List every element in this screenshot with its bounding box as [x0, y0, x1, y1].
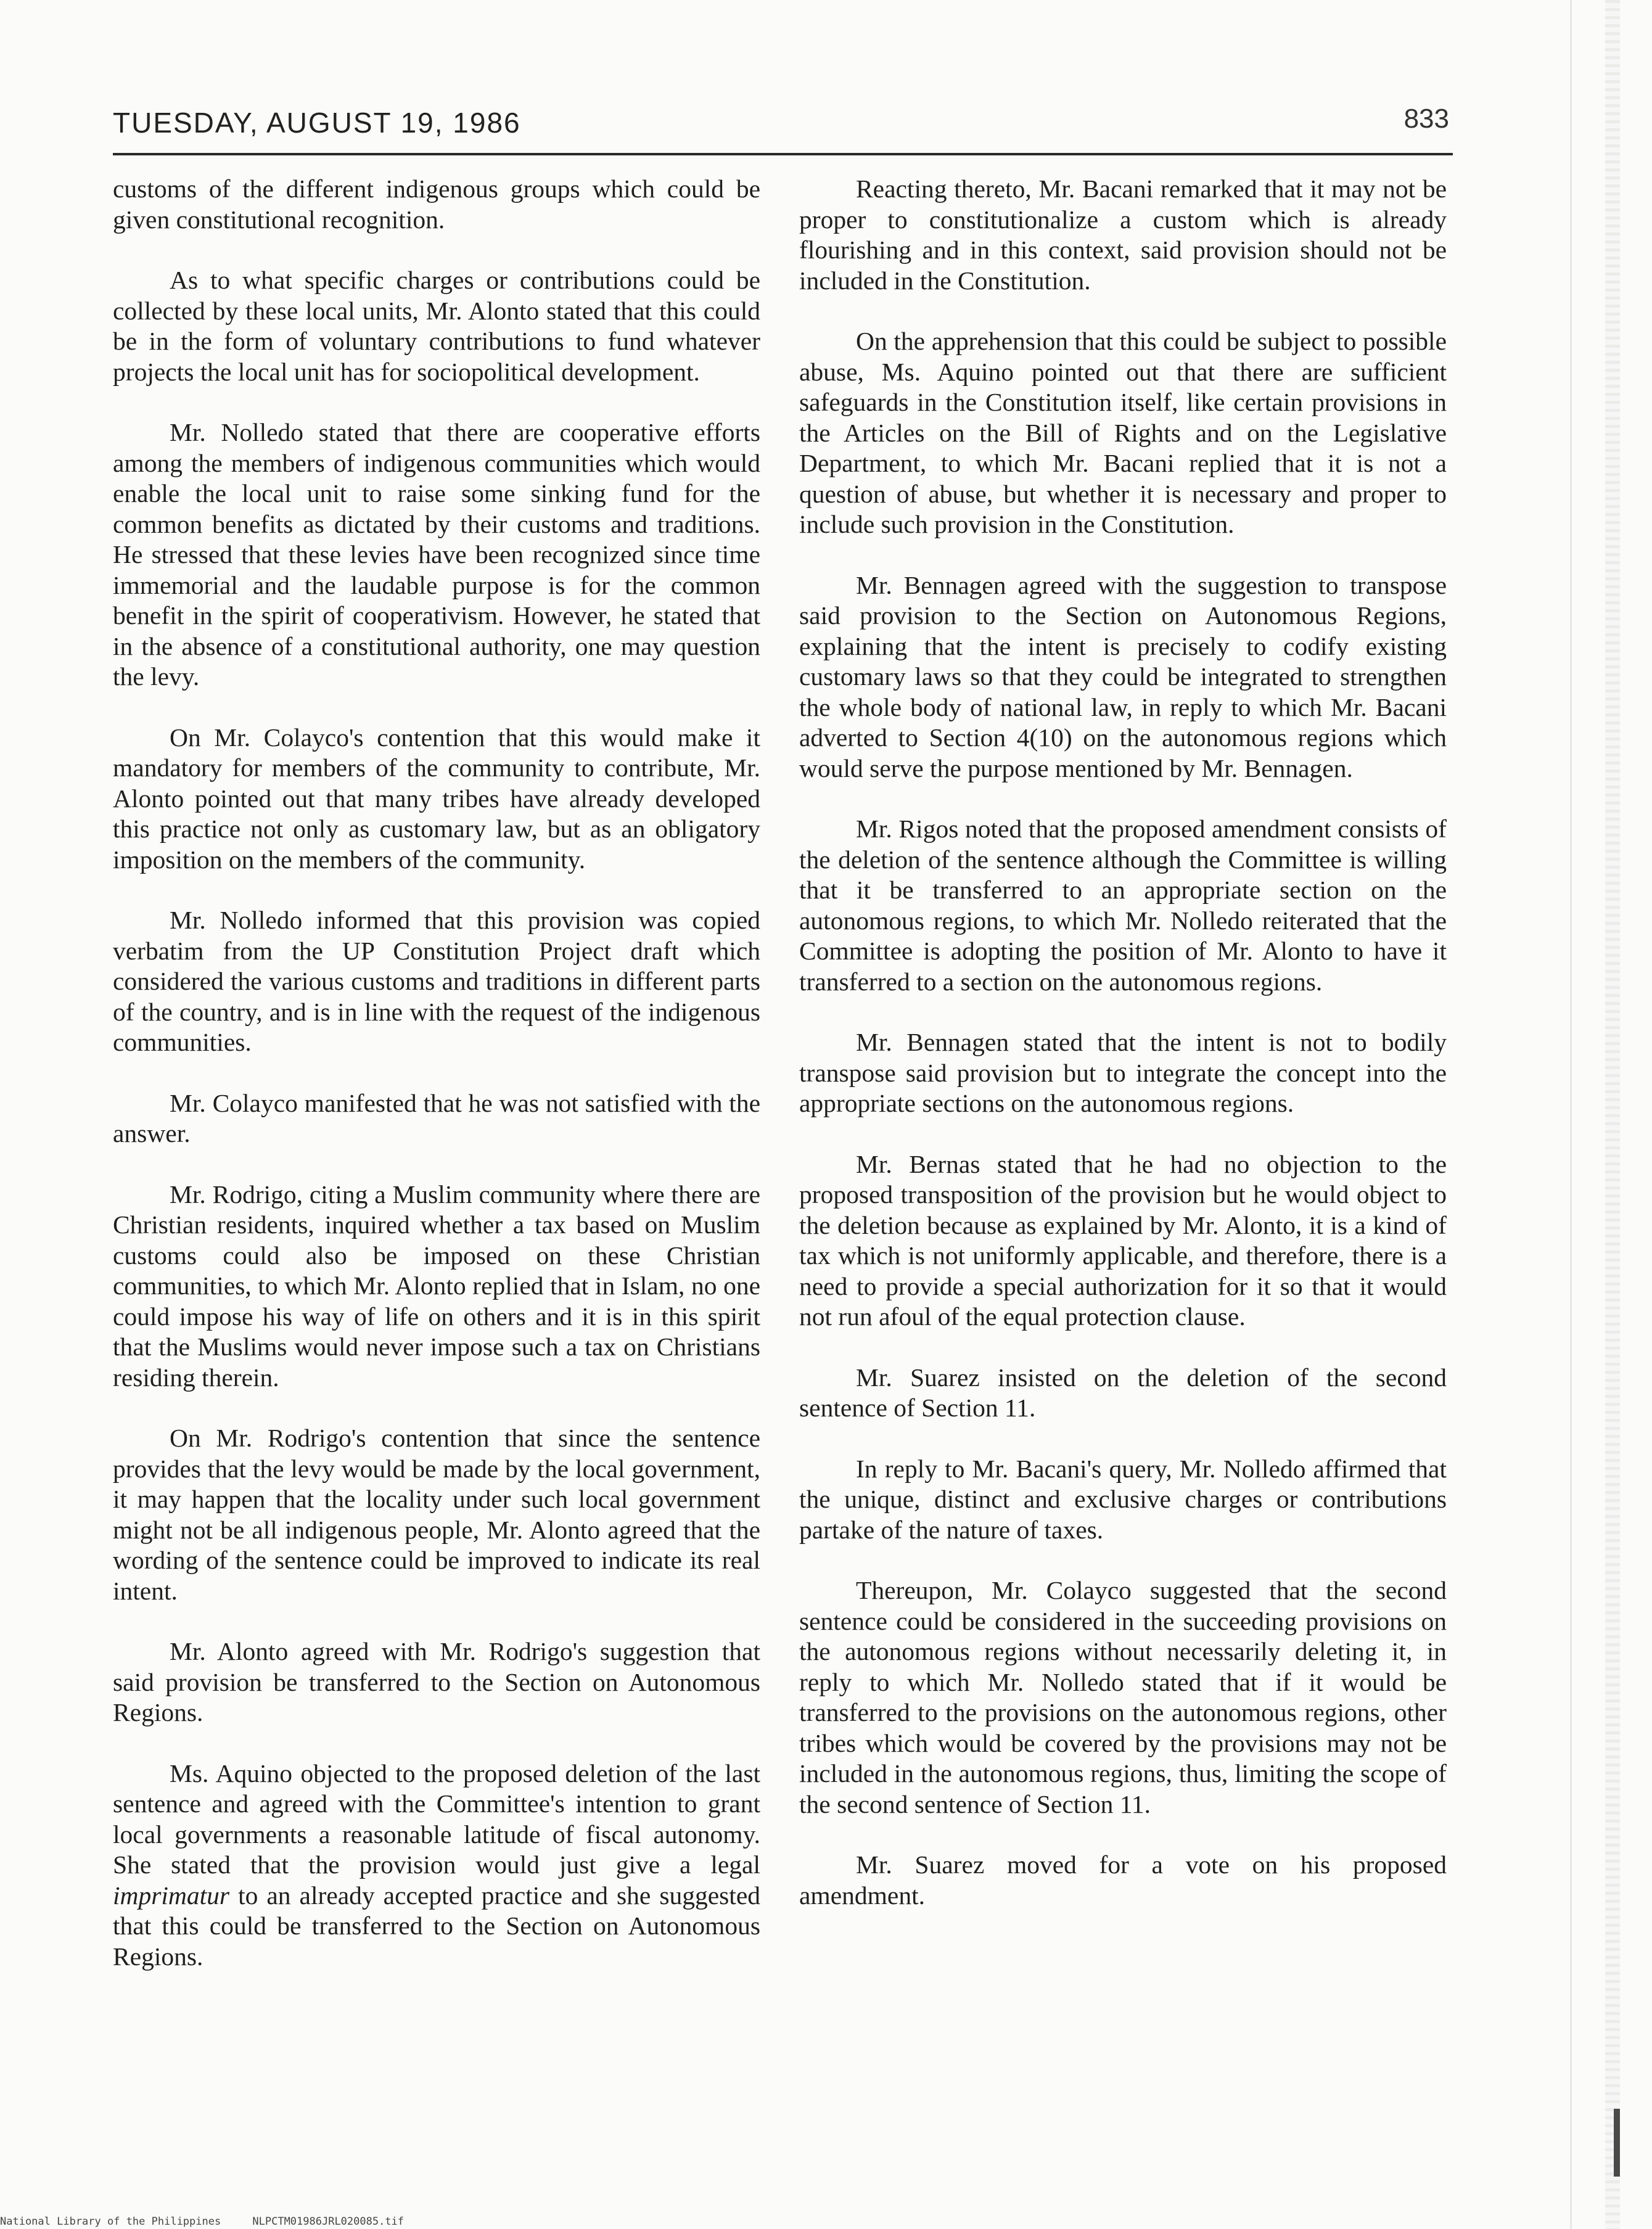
paragraph: Mr. Bennagen agreed with the suggestion to transpose said provision to the Section on Autonomous Regions, explaining that the intent is precisely to codify existing customary laws so that they could be integrated to strengthen the whole body of national law, in reply to which Mr. Bacani adverted to Section 4(10) on the autonomous regions which would serve the purpose mentioned by Mr. Bennagen.: [799, 570, 1447, 782]
paragraph: Mr. Suarez moved for a vote on his proposed amendment.: [799, 1850, 1447, 1910]
paragraph: On Mr. Rodrigo's contention that since the sentence provides that the levy would be made by the local government, it may happen that the locality under such local government might not be all indigenous people, Mr. Alonto agreed that the wording of the sentence could be improved to indicate its real intent.: [113, 1424, 760, 1605]
left-column: [113, 174, 760, 1972]
paragraph: Mr. Rigos noted that the proposed amendment consists of the deletion of the sentence although the Committee is willing that it be transferred to an appropriate section on the autonomous regions, to which Mr. Nolledo reiterated that the Committee is adopting the position of Mr. Alonto to have it transferred to a section on the autonomous regions.: [799, 815, 1447, 996]
paragraph: Mr. Colayco manifested that he was not satisfied with the answer.: [113, 1088, 760, 1147]
paragraph: Reacting thereto, Mr. Bacani remarked that it may not be proper to constitutionalize a custom which is already flourishing and in this context, said provision should not be included in the Constitution.: [799, 174, 1447, 295]
italic-term: imprimatur: [113, 1881, 230, 1910]
scan-mark: [1614, 2109, 1620, 2177]
paragraph: Mr. Alonto agreed with Mr. Rodrigo's suggestion that said provision be transferred to the Section on Autonomous Regions.: [113, 1637, 760, 1726]
scan-line-artifact: [1570, 0, 1572, 2229]
scan-edge-artifact: [1605, 0, 1620, 2229]
paragraph: In reply to Mr. Bacani's query, Mr. Nolledo affirmed that the unique, distinct and exclusive charges or contributions partake of the nature of taxes.: [799, 1454, 1447, 1544]
right-column: [799, 174, 1447, 1911]
paragraph: On Mr. Colayco's contention that this would make it mandatory for members of the community to contribute, Mr. Alonto pointed out that many tribes have already developed this practice not only as customary law, but as an obligatory imposition on the members of the community.: [113, 723, 760, 874]
page-header: [113, 104, 1453, 155]
paragraph: Mr. Bennagen stated that the intent is not to bodily transpose said provision but to integrate the concept into the appropriate sections on the autonomous regions.: [799, 1028, 1447, 1117]
text-run: to an already accepted practice and she suggested that this could be transferred to the Section on Autonomous Regions.: [113, 1881, 760, 1971]
paragraph: customs of the different indigenous groups which could be given constitutional recognition.: [113, 174, 760, 234]
paragraph: Mr. Nolledo informed that this provision was copied verbatim from the UP Constitution Project draft which considered the various customs and traditions in different parts of the country, and is in line with the request of the indigenous communities.: [113, 906, 760, 1056]
text-run: Ms. Aquino objected to the proposed deletion of the last sentence and agreed with the Committee's intention to grant local governments a reasonable latitude of fiscal autonomy. She stated that the provision would just give a legal: [113, 1759, 760, 1879]
paragraph: Mr. Nolledo stated that there are cooperative efforts among the members of indigenous communities which would enable the local unit to raise some sinking fund for the common benefits as dictated by their customs and traditions. He stressed that these levies have been recognized since time immemorial and the laudable purpose is for the common benefit in the spirit of cooperativism. However, he stated that in the absence of a constitutional authority, one may question the levy.: [113, 418, 760, 691]
header-date: TUESDAY, AUGUST 19, 1986: [113, 107, 521, 139]
paragraph: Mr. Bernas stated that he had no objection to the proposed transposition of the provision but he would object to the deletion because as explained by Mr. Alonto, it is a kind of tax which is not uniformly applicable, and therefore, there is a need to provide a special authorization for it so that it would not run afoul of the equal protection clause.: [799, 1149, 1447, 1331]
paragraph: Mr. Rodrigo, citing a Muslim community where there are Christian residents, inquired whether a tax based on Muslim customs could also be imposed on these Christian communities, to which Mr. Alonto replied that in Islam, no one could impose his way of life on others and it is in this spirit that the Muslims would never impose such a tax on Christians residing therein.: [113, 1180, 760, 1392]
paragraph: Thereupon, Mr. Colayco suggested that the second sentence could be considered in the succeeding provisions on the autonomous regions without necessarily deleting it, in reply to which Mr. Nolledo stated that if it would be transferred to the provisions on the autonomous regions, other tribes which would be covered by the provisions may not be included in the autonomous regions, thus, limiting the scope of the second sentence of Section 11.: [799, 1576, 1447, 1818]
page-number: 833: [1403, 104, 1449, 134]
scan-footer: National Library of the Philippines NLPCTM01986JRL020085.tif: [0, 2215, 405, 2228]
paragraph: [113, 1759, 760, 1972]
paragraph: On the apprehension that this could be subject to possible abuse, Ms. Aquino pointed out that there are sufficient safeguards in the Constitution itself, like certain provisions in the Articles on the Bill of Rights and on the Legislative Department, to which Mr. Bacani replied that it is not a question of abuse, but whether it is necessary and proper to include such provision in the Constitution.: [799, 327, 1447, 538]
paragraph: As to what specific charges or contributions could be collected by these local units, Mr. Alonto stated that this could be in the form of voluntary contributions to fund whatever projects the local unit has for sociopolitical development.: [113, 266, 760, 386]
paragraph: Mr. Suarez insisted on the deletion of the second sentence of Section 11.: [799, 1363, 1447, 1422]
